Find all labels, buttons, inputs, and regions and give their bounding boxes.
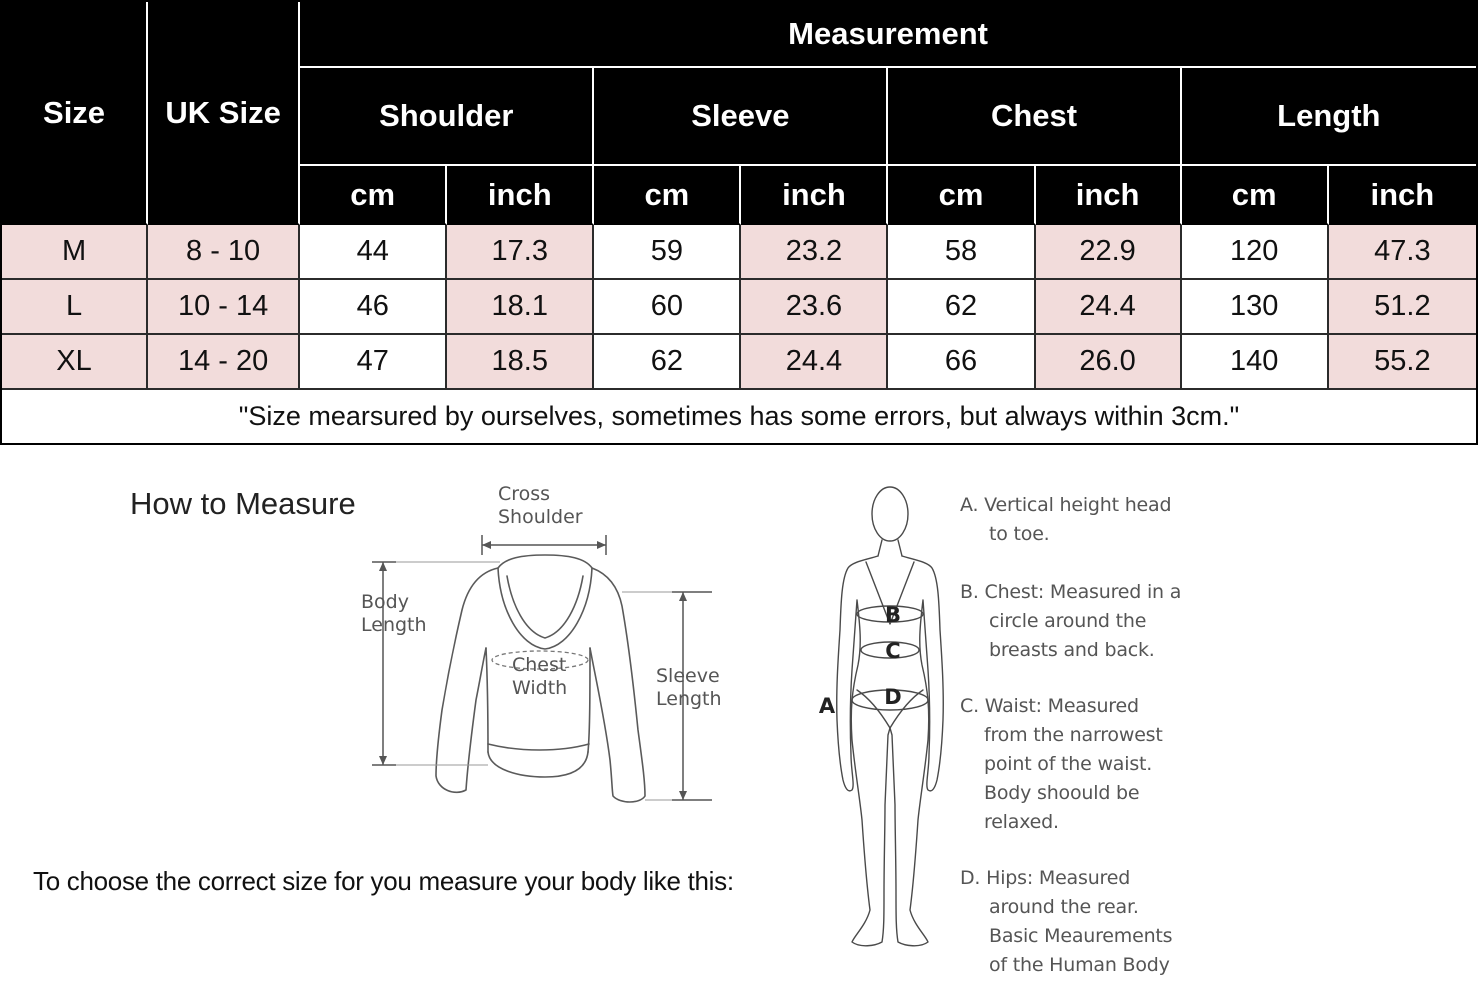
note-line: Basic Meaurements xyxy=(989,925,1173,947)
sweater-right-sleeve xyxy=(590,568,645,802)
size-cell: L xyxy=(2,280,148,335)
note-height xyxy=(960,491,1171,549)
note-line: breasts and back. xyxy=(989,639,1155,661)
uk-size-cell: 8 - 10 xyxy=(148,225,300,280)
table-row xyxy=(2,280,1476,335)
header-uk-size: UK Size xyxy=(148,2,300,225)
unit-header-length-inch: inch xyxy=(1329,166,1476,225)
length-inch-cell: 55.2 xyxy=(1329,335,1476,390)
note-line: A. Vertical height head xyxy=(960,494,1172,516)
sleeve-inch-cell: 23.2 xyxy=(741,225,888,280)
body-length-label xyxy=(361,591,427,637)
shoulder-cm-cell: 46 xyxy=(300,280,447,335)
chest-width-label xyxy=(512,654,567,700)
note-line: relaxed. xyxy=(984,811,1059,833)
note-line: C. Waist: Measured xyxy=(960,695,1139,717)
chest-cm-cell: 66 xyxy=(888,335,1035,390)
size-cell: XL xyxy=(2,335,148,390)
sleeve-length-label xyxy=(656,665,722,711)
figure-head xyxy=(872,487,908,541)
sleeve-cm-cell: 62 xyxy=(594,335,741,390)
length-inch-cell: 47.3 xyxy=(1329,225,1476,280)
table-note-row xyxy=(2,390,1476,443)
measure-instruction: To choose the correct size for you measure your body like this: xyxy=(33,866,734,896)
figure-neck-left xyxy=(878,540,882,556)
header-group-chest: Chest xyxy=(888,68,1181,166)
sweater-neckline-inner xyxy=(507,576,583,638)
note-line: to toe. xyxy=(989,523,1050,545)
length-cm-cell: 140 xyxy=(1182,335,1329,390)
sweater-hem xyxy=(488,752,588,777)
sweater-body-left xyxy=(486,648,488,752)
chest-width-label-line: Chest xyxy=(512,654,567,676)
marker-b: B xyxy=(884,603,902,627)
note-hips xyxy=(960,864,1172,980)
sleeve-length-label-line: Length xyxy=(656,688,722,710)
marker-a: A xyxy=(818,694,836,718)
sleeve-length-label-line: Sleeve xyxy=(656,665,720,687)
note-line: of the Human Body xyxy=(989,954,1170,976)
note-line: point of the waist. xyxy=(984,753,1153,775)
header-group-shoulder: Shoulder xyxy=(300,68,594,166)
uk-size-cell: 10 - 14 xyxy=(148,280,300,335)
unit-header-chest-cm: cm xyxy=(888,166,1035,225)
note-line: D. Hips: Measured xyxy=(960,867,1131,889)
note-line: Body shoould be xyxy=(984,782,1140,804)
sweater-hem-band xyxy=(488,744,589,750)
unit-header-length-cm: cm xyxy=(1182,166,1329,225)
sweater-collar-outline xyxy=(498,555,592,568)
chest-cm-cell: 62 xyxy=(888,280,1035,335)
note-line: B. Chest: Measured in a xyxy=(960,581,1182,603)
header-row-measurement xyxy=(2,2,1476,68)
size-disclaimer-note: "Size mearsured by ourselves, sometimes has some errors, but always within 3cm." xyxy=(2,390,1476,443)
shoulder-inch-cell: 18.1 xyxy=(447,280,594,335)
sweater-left-sleeve xyxy=(436,568,498,792)
body-figure-illustration xyxy=(810,480,950,960)
shoulder-cm-cell: 44 xyxy=(300,225,447,280)
note-line: around the rear. xyxy=(989,896,1139,918)
length-inch-cell: 51.2 xyxy=(1329,280,1476,335)
header-size: Size xyxy=(2,2,148,225)
unit-header-sleeve-inch: inch xyxy=(741,166,888,225)
cross-shoulder-label xyxy=(498,483,583,529)
header-measurement: Measurement xyxy=(300,2,1476,68)
header-group-sleeve: Sleeve xyxy=(594,68,888,166)
body-length-label-line: Length xyxy=(361,614,427,636)
sleeve-cm-cell: 59 xyxy=(594,225,741,280)
body-length-label-line: Body xyxy=(361,591,409,613)
size-chart-table xyxy=(0,0,1478,445)
chest-inch-cell: 26.0 xyxy=(1036,335,1182,390)
cross-shoulder-label-line: Shoulder xyxy=(498,506,583,528)
table-row xyxy=(2,335,1476,390)
note-chest xyxy=(960,578,1181,665)
length-cm-cell: 120 xyxy=(1182,225,1329,280)
size-cell: M xyxy=(2,225,148,280)
table-row xyxy=(2,225,1476,280)
shoulder-inch-cell: 17.3 xyxy=(447,225,594,280)
cross-shoulder-label-line: Cross xyxy=(498,483,551,505)
how-to-measure-title: How to Measure xyxy=(130,486,356,521)
uk-size-cell: 14 - 20 xyxy=(148,335,300,390)
header-group-length: Length xyxy=(1182,68,1476,166)
unit-header-sleeve-cm: cm xyxy=(594,166,741,225)
shoulder-cm-cell: 47 xyxy=(300,335,447,390)
sleeve-cm-cell: 60 xyxy=(594,280,741,335)
chest-inch-cell: 22.9 xyxy=(1036,225,1182,280)
unit-header-shoulder-cm: cm xyxy=(300,166,447,225)
marker-c: C xyxy=(885,639,901,663)
figure-neck-right xyxy=(898,540,902,556)
shoulder-inch-cell: 18.5 xyxy=(447,335,594,390)
note-line: from the narrowest xyxy=(984,724,1163,746)
sleeve-inch-cell: 24.4 xyxy=(741,335,888,390)
unit-header-shoulder-inch: inch xyxy=(447,166,594,225)
sleeve-inch-cell: 23.6 xyxy=(741,280,888,335)
unit-header-chest-inch: inch xyxy=(1036,166,1182,225)
sweater-neckline-outer xyxy=(498,568,592,649)
note-line: circle around the xyxy=(989,610,1147,632)
note-waist xyxy=(960,692,1163,837)
marker-d: D xyxy=(884,685,902,709)
chest-inch-cell: 24.4 xyxy=(1036,280,1182,335)
chest-width-label-line: Width xyxy=(512,677,568,699)
sweater-body-right xyxy=(588,648,590,752)
chest-cm-cell: 58 xyxy=(888,225,1035,280)
length-cm-cell: 130 xyxy=(1182,280,1329,335)
